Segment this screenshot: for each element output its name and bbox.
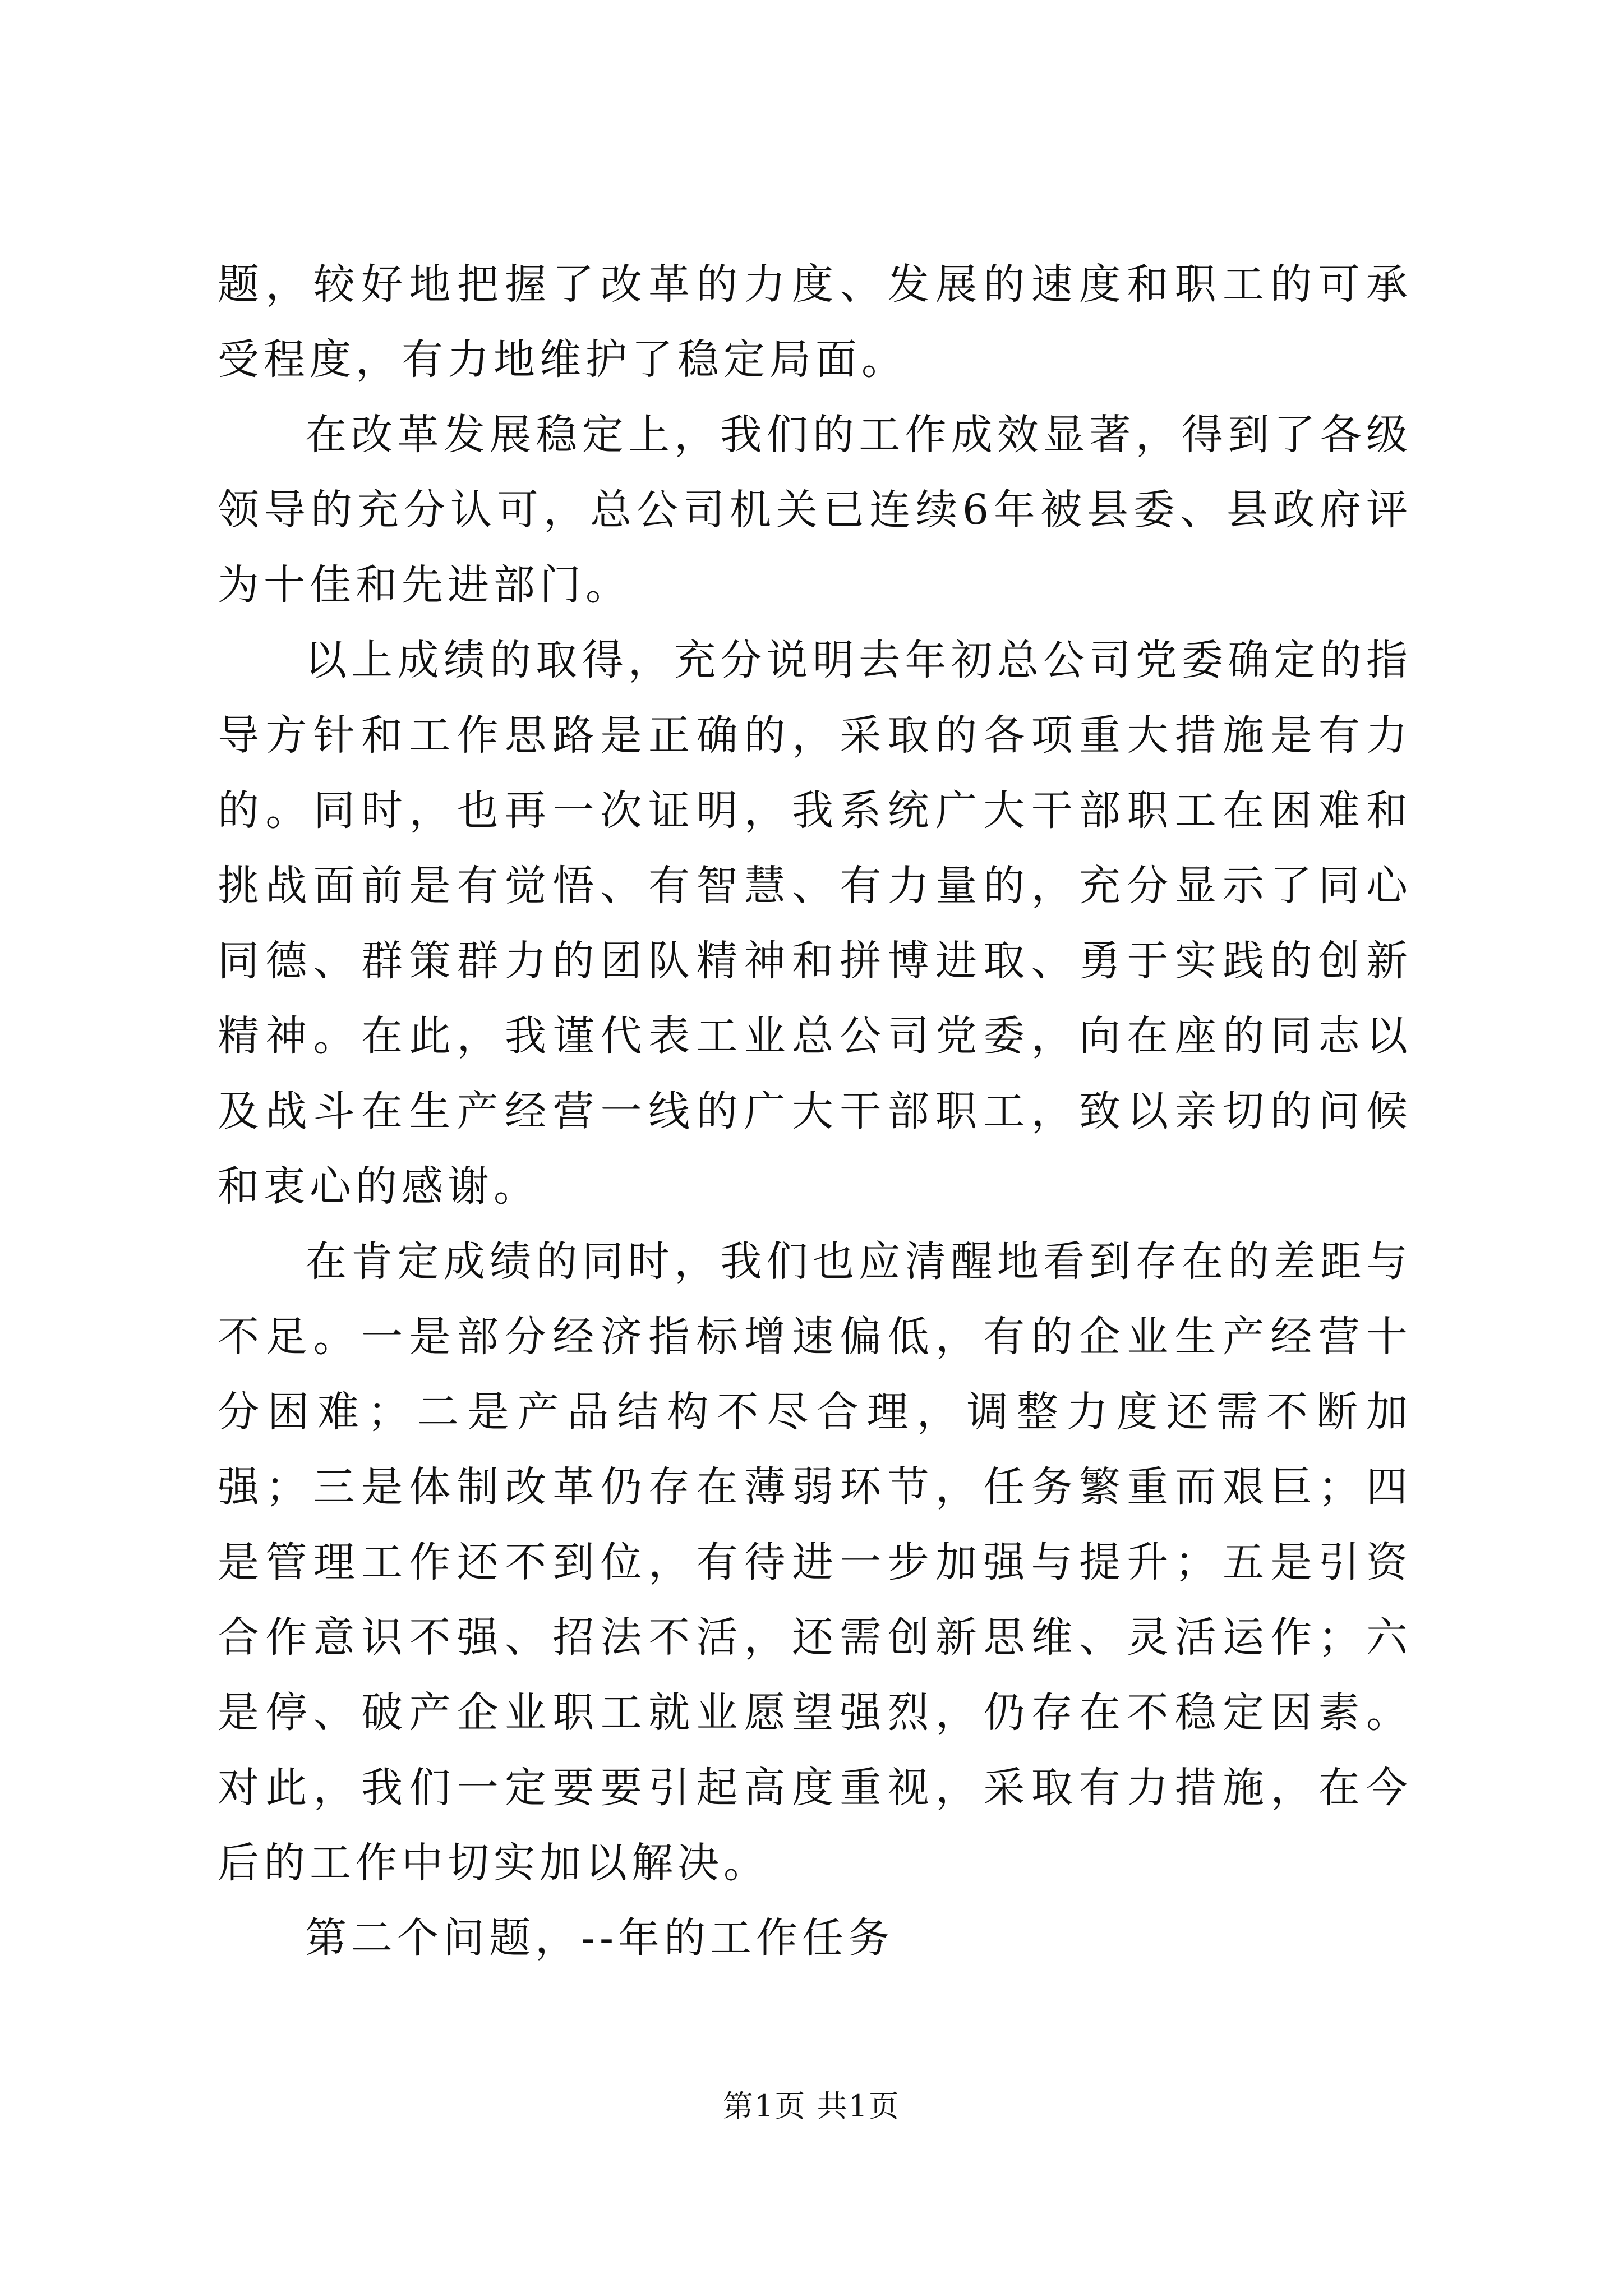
page-footer: 第1页 共1页 <box>723 2088 900 2124</box>
paragraph-achievements: 以上成绩的取得，充分说明去年初总公司党委确定的指导方针和工作思路是正确的，采取的各项重大措施是有力的。同时，也再一次证明，我系统广大干部职工在困难和挑战面前是有觉悟、有智慧、有力量的，充分显示了同心同德、群策群力的团队精神和拼博进取、勇于实践的创新精神。在此，我谨代表工业总公司党委，向在座的同志以及战斗在生产经营一线的广大干部职工，致以亲切的问候和衷心的感谢。 <box>218 636 1412 1211</box>
paragraph-shortcomings: 在肯定成绩的同时，我们也应清醒地看到存在的差距与不足。一是部分经济指标增速偏低，有的企业生产经营十分困难；二是产品结构不尽合理，调整力度还需不断加强；三是体制改革仍存在薄弱环节，任务繁重而艰巨；四是管理工作还不到位，有待进一步加强与提升；五是引资合作意识不强、招法不活，还需创新思维、灵活运作；六是停、破产企业职工就业愿望强烈，仍存在不稳定因素。对此，我们一定要要引起高度重视，采取有力措施，在今后的工作中切实加以解决。 <box>218 1237 1412 1887</box>
document-body <box>218 247 1412 1976</box>
paragraph-reform-results: 在改革发展稳定上，我们的工作成效显著，得到了各级领导的充分认可，总公司机关已连续6年被县委、县政府评为十佳和先进部门。 <box>218 411 1412 609</box>
paragraph-continuation: 题，较好地把握了改革的力度、发展的速度和职工的可承受程度，有力地维护了稳定局面。 <box>218 260 1412 384</box>
section-heading-second-issue: 第二个问题，--年的工作任务 <box>305 1914 895 1962</box>
